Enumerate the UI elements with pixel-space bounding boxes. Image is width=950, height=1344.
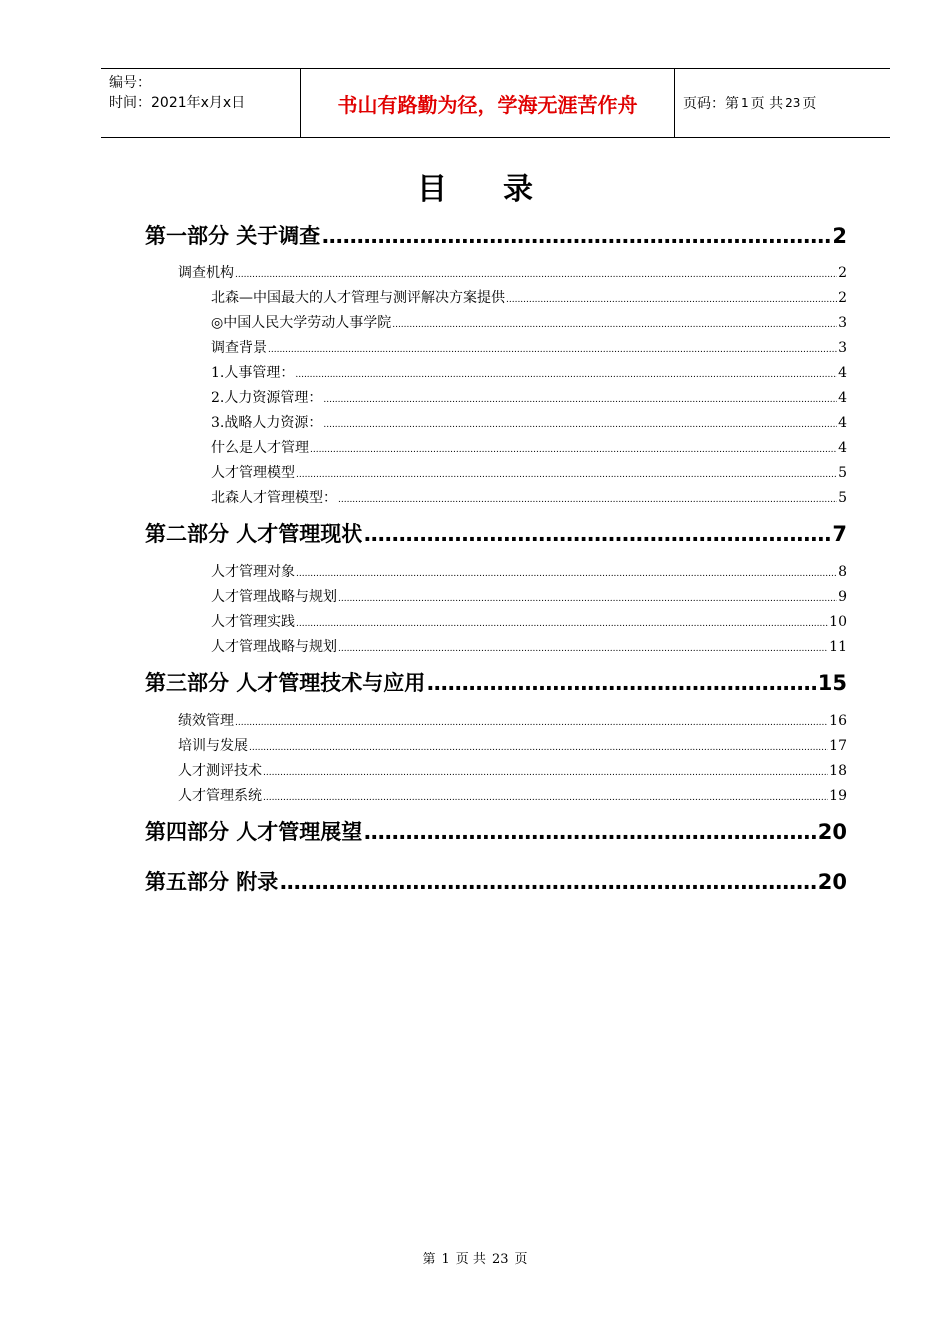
toc-page: 18	[829, 763, 847, 779]
toc-entry[interactable]	[145, 220, 847, 250]
toc-leader	[338, 644, 828, 654]
toc-entry[interactable]	[211, 561, 847, 581]
toc-page: 9	[838, 589, 847, 605]
toc-label: 第二部分 人才管理现状	[145, 522, 363, 546]
footer-current: 1	[441, 1252, 450, 1267]
toc-label: 人才管理模型	[211, 465, 295, 481]
footer-suffix: 页	[514, 1252, 528, 1267]
toc-label: 第一部分 关于调查	[145, 224, 321, 248]
toc-entry[interactable]	[211, 611, 847, 631]
document-number-label: 编号：	[109, 75, 151, 91]
toc-label: 第五部分 附录	[145, 870, 279, 894]
toc-page: 4	[838, 415, 847, 431]
toc-entry[interactable]	[178, 710, 847, 730]
toc-leader	[249, 743, 828, 753]
toc-page: 3	[838, 340, 847, 356]
title-char-2: 录	[503, 172, 533, 207]
toc-entry[interactable]	[211, 586, 847, 606]
toc-label: 人才管理对象	[211, 564, 295, 580]
toc-label: 1.人事管理：	[211, 365, 295, 381]
toc-leader	[268, 345, 837, 355]
header-page-suffix: 页	[802, 96, 817, 112]
document-time-label: 时间：2021年x月x日	[109, 95, 246, 111]
toc-label: 培训与发展	[178, 738, 248, 754]
toc-page: 4	[838, 390, 847, 406]
toc-entry[interactable]	[145, 866, 847, 896]
toc-entry[interactable]	[178, 760, 847, 780]
toc-entry[interactable]	[178, 785, 847, 805]
toc-label: 人才测评技术	[178, 763, 262, 779]
toc-label: 北森人才管理模型：	[211, 490, 337, 506]
footer-prefix: 第	[422, 1252, 436, 1267]
toc-entry[interactable]	[145, 518, 847, 548]
toc-entry[interactable]	[178, 735, 847, 755]
toc-leader	[296, 470, 837, 480]
toc-page: 5	[838, 465, 847, 481]
toc-leader	[296, 619, 828, 629]
header-page-mid: 页 共	[750, 96, 784, 112]
toc-leader	[235, 270, 837, 280]
toc-page: 4	[838, 365, 847, 381]
toc-entry[interactable]	[145, 816, 847, 846]
toc-label: 3.战略人力资源：	[211, 415, 323, 431]
toc-page: 15	[817, 671, 847, 695]
footer-mid: 页 共	[455, 1252, 486, 1267]
header-meta	[101, 69, 301, 137]
toc-label: 第三部分 人才管理技术与应用	[145, 671, 426, 695]
toc-label: 绩效管理	[178, 713, 234, 729]
toc-entry[interactable]	[211, 362, 847, 382]
toc-label: 2.人力资源管理：	[211, 390, 323, 406]
toc-page: 2	[832, 224, 847, 248]
toc-entry[interactable]	[178, 262, 847, 282]
toc-leader	[426, 671, 816, 695]
toc-page: 3	[838, 315, 847, 331]
toc-page: 4	[838, 440, 847, 456]
toc-leader	[323, 420, 837, 430]
header-motto: 书山有路勤为径，学海无涯苦作舟	[301, 69, 675, 137]
toc-label: 人才管理战略与规划	[211, 639, 337, 655]
toc-page: 7	[832, 522, 847, 546]
toc-entry[interactable]	[211, 387, 847, 407]
toc-leader	[279, 870, 816, 894]
toc-leader	[392, 320, 837, 330]
toc-page: 20	[817, 820, 847, 844]
page-footer	[0, 1248, 950, 1267]
toc-entry[interactable]	[211, 287, 847, 307]
toc-entry[interactable]	[211, 437, 847, 457]
toc-label: 人才管理系统	[178, 788, 262, 804]
toc-page: 17	[829, 738, 847, 754]
toc-page: 2	[838, 265, 847, 281]
toc-leader	[310, 445, 837, 455]
toc-leader	[263, 793, 828, 803]
toc-page: 19	[829, 788, 847, 804]
toc-page: 5	[838, 490, 847, 506]
toc-leader	[235, 718, 828, 728]
toc-label: 调查背景	[211, 340, 267, 356]
toc-entry[interactable]	[211, 412, 847, 432]
header-page-prefix: 页码：第	[683, 96, 739, 112]
toc-leader	[363, 820, 816, 844]
toc-leader	[296, 569, 837, 579]
toc-entry[interactable]	[145, 667, 847, 697]
toc-entry[interactable]	[211, 636, 847, 656]
toc-label: ◎中国人民大学劳动人事学院	[211, 315, 392, 331]
toc-leader	[321, 224, 831, 248]
toc-entry[interactable]	[211, 312, 847, 332]
header-page-current: 1	[741, 96, 749, 110]
toc-leader	[295, 370, 837, 380]
toc-page: 10	[829, 614, 847, 630]
toc-label: 第四部分 人才管理展望	[145, 820, 363, 844]
toc-label: 北森—中国最大的人才管理与测评解决方案提供	[211, 290, 505, 306]
toc-label: 人才管理战略与规划	[211, 589, 337, 605]
toc-leader	[263, 768, 828, 778]
title-char-1: 目	[417, 172, 447, 207]
toc-leader	[363, 522, 831, 546]
toc-page: 20	[817, 870, 847, 894]
toc-entry[interactable]	[211, 337, 847, 357]
toc-page: 8	[838, 564, 847, 580]
page-title	[0, 164, 950, 208]
toc-entry[interactable]	[211, 462, 847, 482]
toc-leader	[338, 594, 837, 604]
toc-label: 调查机构	[178, 265, 234, 281]
toc-page: 16	[829, 713, 847, 729]
toc-page: 11	[829, 639, 847, 655]
header-page-total: 23	[785, 96, 801, 110]
toc-leader	[323, 395, 837, 405]
toc-label: 什么是人才管理	[211, 440, 309, 456]
toc-leader	[338, 495, 837, 505]
page-header	[101, 68, 890, 138]
toc-label: 人才管理实践	[211, 614, 295, 630]
toc-leader	[506, 295, 837, 305]
header-page-info	[675, 69, 890, 137]
footer-total: 23	[491, 1252, 509, 1267]
toc-entry[interactable]	[211, 487, 847, 507]
toc-page: 2	[838, 290, 847, 306]
